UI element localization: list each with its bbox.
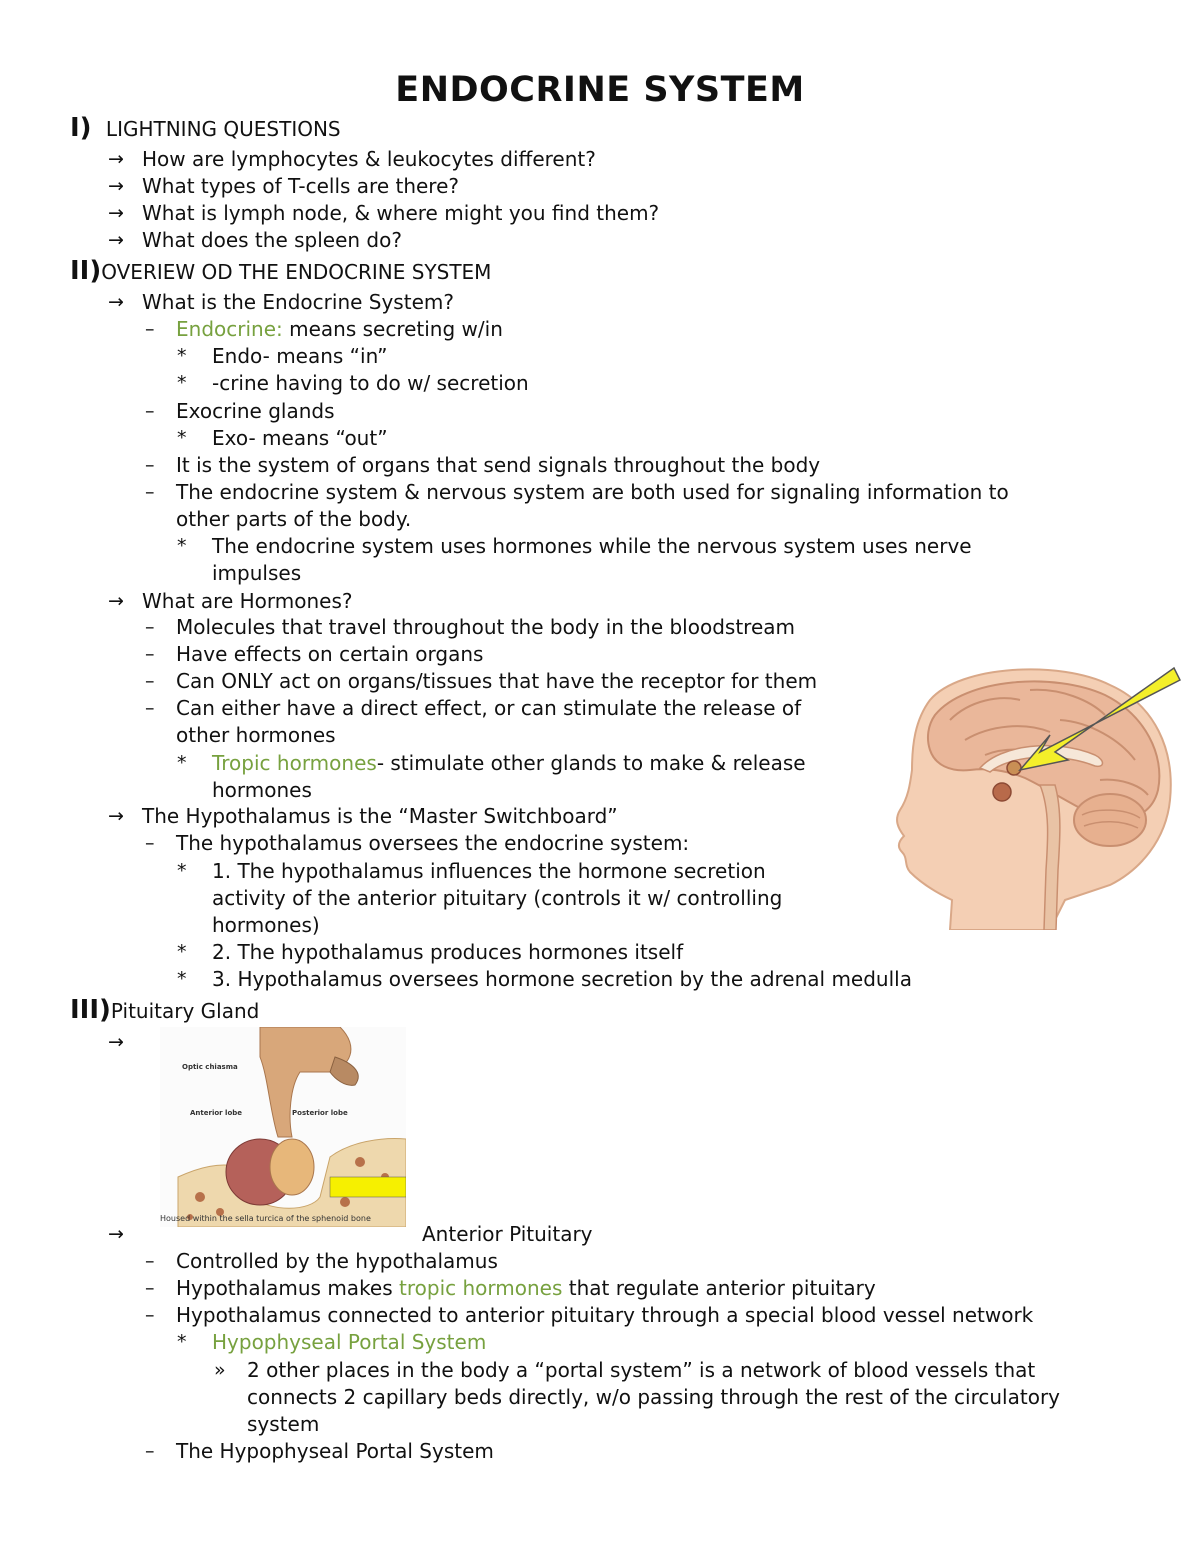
arrow-bullet: → [108,202,124,224]
term-endocrine: Endocrine: [176,317,283,341]
bullet-text: What are Hormones? [142,589,353,613]
arrow-bullet: → [108,148,124,170]
bullet-text-cont: other parts of the body. [176,507,412,531]
dash-bullet: – [145,1277,155,1299]
star-bullet: * [177,372,187,394]
bullet-text: Anterior Pituitary [422,1222,593,1246]
bullet-text: Can either have a direct effect, or can stimulate the release of [176,696,802,720]
star-bullet: * [177,1331,187,1353]
bullet-text: 3. Hypothalamus oversees hormone secretion by the adrenal medulla [212,967,912,991]
bullet-text: Molecules that travel throughout the body in the bloodstream [176,615,795,639]
pituitary [993,783,1011,801]
arrow-bullet: → [108,1031,124,1053]
raquo-bullet: » [214,1359,226,1381]
star-bullet: * [177,860,187,882]
bullet-text-cont: connects 2 capillary beds directly, w/o passing through the rest of the circulatory [247,1385,1060,1409]
term-definition: means secreting w/in [282,317,503,341]
dash-bullet: – [145,318,155,340]
bullet-text: 2. The hypothalamus produces hormones itself [212,940,684,964]
arrow-bullet: → [108,590,124,612]
bullet-text: The hypothalamus oversees the endocrine system: [176,831,690,855]
star-bullet: * [177,752,187,774]
bullet-text [176,316,503,343]
housed-caption: Housed within the sella turcica of the sphenoid bone [160,1214,371,1223]
posterior-lobe-label: Posterior lobe [292,1109,348,1117]
question-item: How are lymphocytes & leukocytes different? [142,147,596,171]
dash-bullet: – [145,616,155,638]
bullet-text [212,750,806,777]
section-title: Pituitary Gland [110,999,260,1023]
bullet-text: Exocrine glands [176,399,335,423]
bullet-text-cont: hormones [212,778,312,802]
arrow-bullet: → [108,229,124,251]
star-bullet: * [177,941,187,963]
bullet-text-cont: activity of the anterior pituitary (controls it w/ controlling [212,886,783,910]
page-title: ENDOCRINE SYSTEM [395,70,805,110]
arrow-bullet: → [108,1223,124,1245]
bullet-text: Exo- means “out” [212,426,388,450]
bullet-text: What is the Endocrine System? [142,290,454,314]
term-tropic-hormones: Tropic hormones [212,751,377,775]
section-2-heading [70,258,491,286]
section-number: II) [70,256,102,286]
bullet-text-cont: other hormones [176,723,336,747]
posterior-lobe [270,1139,314,1195]
dash-bullet: – [145,1440,155,1462]
dash-bullet: – [145,832,155,854]
bullet-text: Have effects on certain organs [176,642,484,666]
bullet-text [176,1275,876,1302]
star-bullet: * [177,427,187,449]
dash-bullet: – [145,400,155,422]
text-part: Hypothalamus makes [176,1276,400,1300]
pituitary-diagram [160,1027,406,1227]
section-title: OVERIEW OD THE ENDOCRINE SYSTEM [101,260,492,284]
dash-bullet: – [145,481,155,503]
bullet-text: 2 other places in the body a “portal system” is a network of blood vessels that [247,1358,1036,1382]
arrow-bullet: → [108,805,124,827]
text-part: that regulate anterior pituitary [562,1276,876,1300]
section-number: III) [70,995,111,1025]
section-3-heading [70,997,259,1025]
dash-bullet: – [145,1304,155,1326]
dash-bullet: – [145,1250,155,1272]
optic-label: Optic chiasma [182,1063,238,1071]
bullet-text: -crine having to do w/ secretion [212,371,529,395]
anterior-lobe-label: Anterior lobe [190,1109,243,1117]
bullet-text: Endo- means “in” [212,344,388,368]
bullet-text: The endocrine system uses hormones while the nervous system uses nerve [212,534,972,558]
yellow-label-box [330,1177,406,1197]
dash-bullet: – [145,643,155,665]
question-item: What is lymph node, & where might you find them? [142,201,660,225]
dash-bullet: – [145,670,155,692]
section-1-heading [70,115,341,143]
star-bullet: * [177,968,187,990]
bullet-text: Controlled by the hypothalamus [176,1249,498,1273]
bullet-text-cont: system [247,1412,320,1436]
pituitary-drawing [160,1027,406,1227]
star-bullet: * [177,345,187,367]
dash-bullet: – [145,697,155,719]
bullet-text: 1. The hypothalamus influences the hormone secretion [212,859,766,883]
question-item: What types of T-cells are there? [142,174,460,198]
brain-illustration [890,660,1185,930]
bullet-text: The endocrine system & nervous system are both used for signaling information to [176,480,1009,504]
dash-bullet: – [145,454,155,476]
section-title: LIGHTNING QUESTIONS [105,117,341,141]
term-hypophyseal-portal: Hypophyseal Portal System [212,1330,487,1354]
bullet-text: The Hypothalamus is the “Master Switchboard” [142,804,618,828]
arrow-bullet: → [108,175,124,197]
star-bullet: * [177,535,187,557]
cerebellum [1074,794,1146,846]
bullet-text-cont: impulses [212,561,302,585]
bullet-text: It is the system of organs that send signals throughout the body [176,453,821,477]
term-tropic-hormones: tropic hormones [399,1276,563,1300]
bullet-text: Hypothalamus connected to anterior pituitary through a special blood vessel network [176,1303,1034,1327]
arrow-bullet: → [108,291,124,313]
bullet-text: Can ONLY act on organs/tissues that have the receptor for them [176,669,818,693]
section-number: I) [70,113,92,143]
bullet-text-cont: hormones) [212,913,320,937]
bullet-text: The Hypophyseal Portal System [176,1439,494,1463]
question-item: What does the spleen do? [142,228,402,252]
term-definition: - stimulate other glands to make & release [376,751,806,775]
